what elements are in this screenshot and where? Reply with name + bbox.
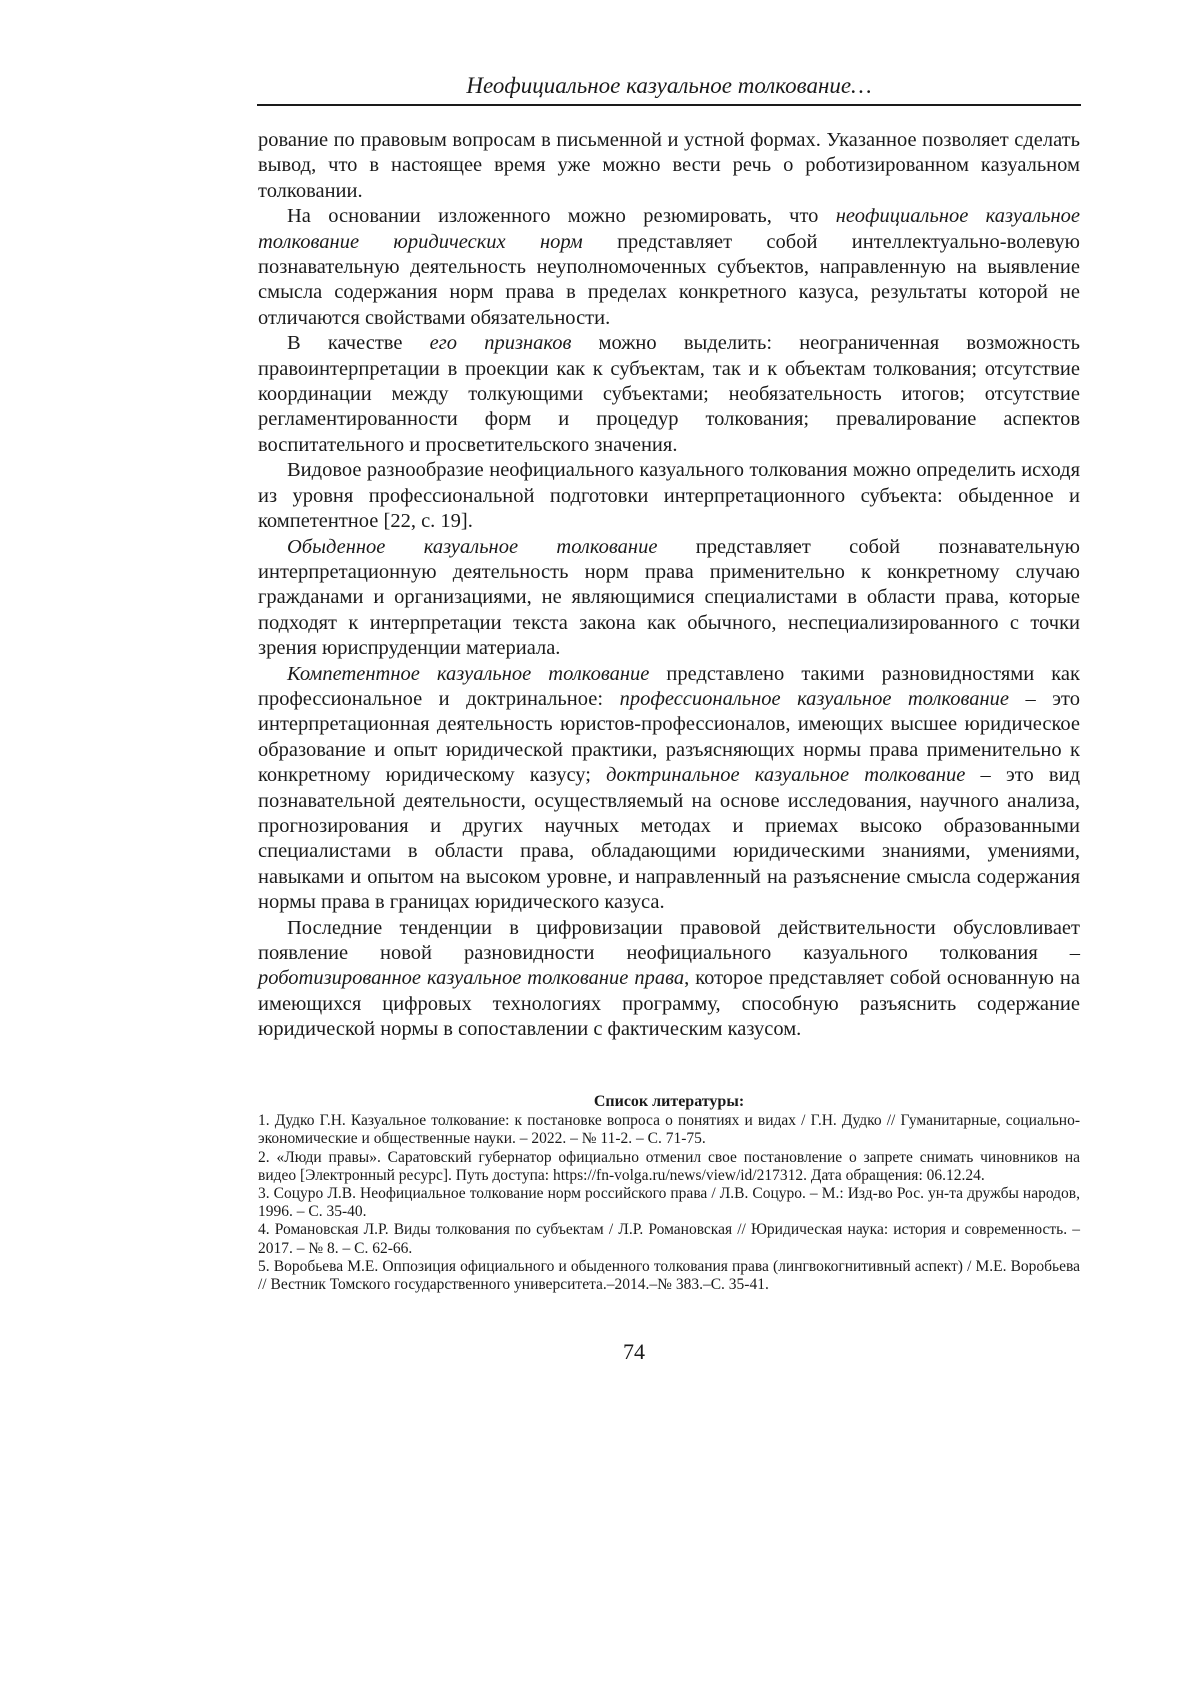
- reference-item: 2. «Люди правы». Саратовский губернатор официально отменил свое постановление о запрете снимать чиновников на видео [Электронный ресурс]. Путь доступа: https://fn-volga.ru/news/view/id/217312. Дата обращения: 06.12.24.: [258, 1148, 1080, 1184]
- paragraph-3: [258, 331, 1080, 458]
- page-number: 74: [623, 1339, 645, 1364]
- paragraph-7-tail: , которое представляет собой основанную на имеющихся цифровых технологиях программу, способную разъяснить содержание юридической нормы в сопоставлении с фактическим казусом.: [258, 967, 1080, 1041]
- paragraph-6-emphasis-3: доктринальное казуальное толкование: [606, 764, 966, 787]
- reference-item: 1. Дудко Г.Н. Казуальное толкование: к постановке вопроса о понятиях и видах / Г.Н. Дудко // Гуманитарные, социально-экономические и общественные науки. – 2022. – № 11-2. – С. 71-75.: [258, 1112, 1080, 1148]
- paragraph-7-emphasis: роботизированное казуальное толкование права: [258, 967, 685, 990]
- main-text: [258, 128, 1080, 1043]
- paragraph-1: [258, 128, 1080, 204]
- paragraph-6-mid-1: представлено такими разновидностями как профессиональное и доктринальное:: [258, 662, 1080, 710]
- paragraph-7: [258, 916, 1080, 1043]
- paragraph-4: [258, 458, 1080, 534]
- paragraph-6: [258, 662, 1080, 916]
- paragraph-2-tail: представляет собой интеллектуально-волевую познавательную деятельность неуполномоченных субъектов, направленную на выявление смысла содержания норм права в пределах конкретного казуса, результаты которой не отличаются свойствами обязательности.: [258, 230, 1080, 329]
- reference-item: 4. Романовская Л.Р. Виды толкования по субъектам / Л.Р. Романовская // Юридическая наука: история и современность. – 2017. – № 8. – С. 62-66.: [258, 1221, 1080, 1257]
- paragraph-4-text: Видовое разнообразие неофициального казуального толкования можно определить исходя из уровня профессиональной подготовки интерпретационного субъекта: обыденное и компетентное [22, с. 19].: [258, 459, 1080, 533]
- paragraph-7-lead: Последние тенденции в цифровизации правовой действительности обусловливает появление новой разновидности неофициального казуального толкования –: [258, 916, 1080, 964]
- paragraph-6-mid-2: – это интерпретационная деятельность юристов-профессионалов, имеющих высшее юридическое образование и опыт юридической практики, разъясняющих нормы права применительно к конкретному юридическому казусу;: [258, 687, 1080, 787]
- references-heading: Список литературы:: [593, 1093, 745, 1110]
- reference-item: 5. Воробьева М.Е. Оппозиция официального и обыденного толкования права (лингвокогнитивный аспект) / М.Е. Воробьева // Вестник Томского государственного университета.–2014.–№ 383.–С. 35-41.: [258, 1257, 1080, 1294]
- paragraph-3-lead: В качестве: [287, 332, 430, 355]
- paragraph-5: [258, 535, 1080, 662]
- paragraph-2: [258, 204, 1080, 331]
- paragraph-6-emphasis-1: Компетентное казуальное толкование: [287, 662, 650, 685]
- paragraph-5-emphasis: Обыденное казуальное толкование: [287, 535, 658, 558]
- paragraph-2-emphasis: неофициальное казуальное толкование юридических норм: [258, 205, 1080, 253]
- paragraph-6-tail: – это вид познавательной деятельности, осуществляемый на основе исследования, научного анализа, прогнозирования и других научных методах и приемах высоко образованными специалистами в области права, обладающими юридическими знаниями, умениями, навыками и опытом на высоком уровне, и направленный на разъяснение смысла содержания нормы права в границах юридического казуса.: [258, 764, 1080, 914]
- paragraph-1-text: рование по правовым вопросам в письменной и устной формах. Указанное позволяет сделать вывод, что в настоящее время уже можно вести речь о роботизированном казуальном толковании.: [258, 129, 1080, 202]
- reference-item: 3. Соцуро Л.В. Неофициальное толкование норм российского права / Л.В. Соцуро. – М.: Изд-во Рос. ун-та дружбы народов, 1996. – С. 35-40.: [258, 1185, 1080, 1221]
- paragraph-3-emphasis: его признаков: [429, 332, 572, 355]
- paragraph-5-tail: представляет собой познавательную интерпретационную деятельность норм права применительно к конкретному случаю гражданами и организациями, не являющимися специалистами в области права, которые подходят к интерпретации текста закона как обычного, неспециализированного с точки зрения юриспруденции материала.: [258, 535, 1080, 660]
- running-head: Неофициальное казуальное толкование…: [466, 73, 872, 98]
- references-section: [258, 1093, 1080, 1294]
- paragraph-3-tail: можно выделить: неограниченная возможность правоинтерпретации в проекции как к субъектам, так и к объектам толкования; отсутствие координации между толкующими субъектами; необязательность итогов; отсутствие регламентированности форм и процедур толкования; превалирование аспектов воспитательного и просветительского значения.: [258, 332, 1080, 456]
- paragraph-2-lead: На основании изложенного можно резюмировать, что: [287, 205, 836, 228]
- paragraph-6-emphasis-2: профессиональное казуальное толкование: [619, 687, 1009, 710]
- page-header: [257, 70, 1081, 106]
